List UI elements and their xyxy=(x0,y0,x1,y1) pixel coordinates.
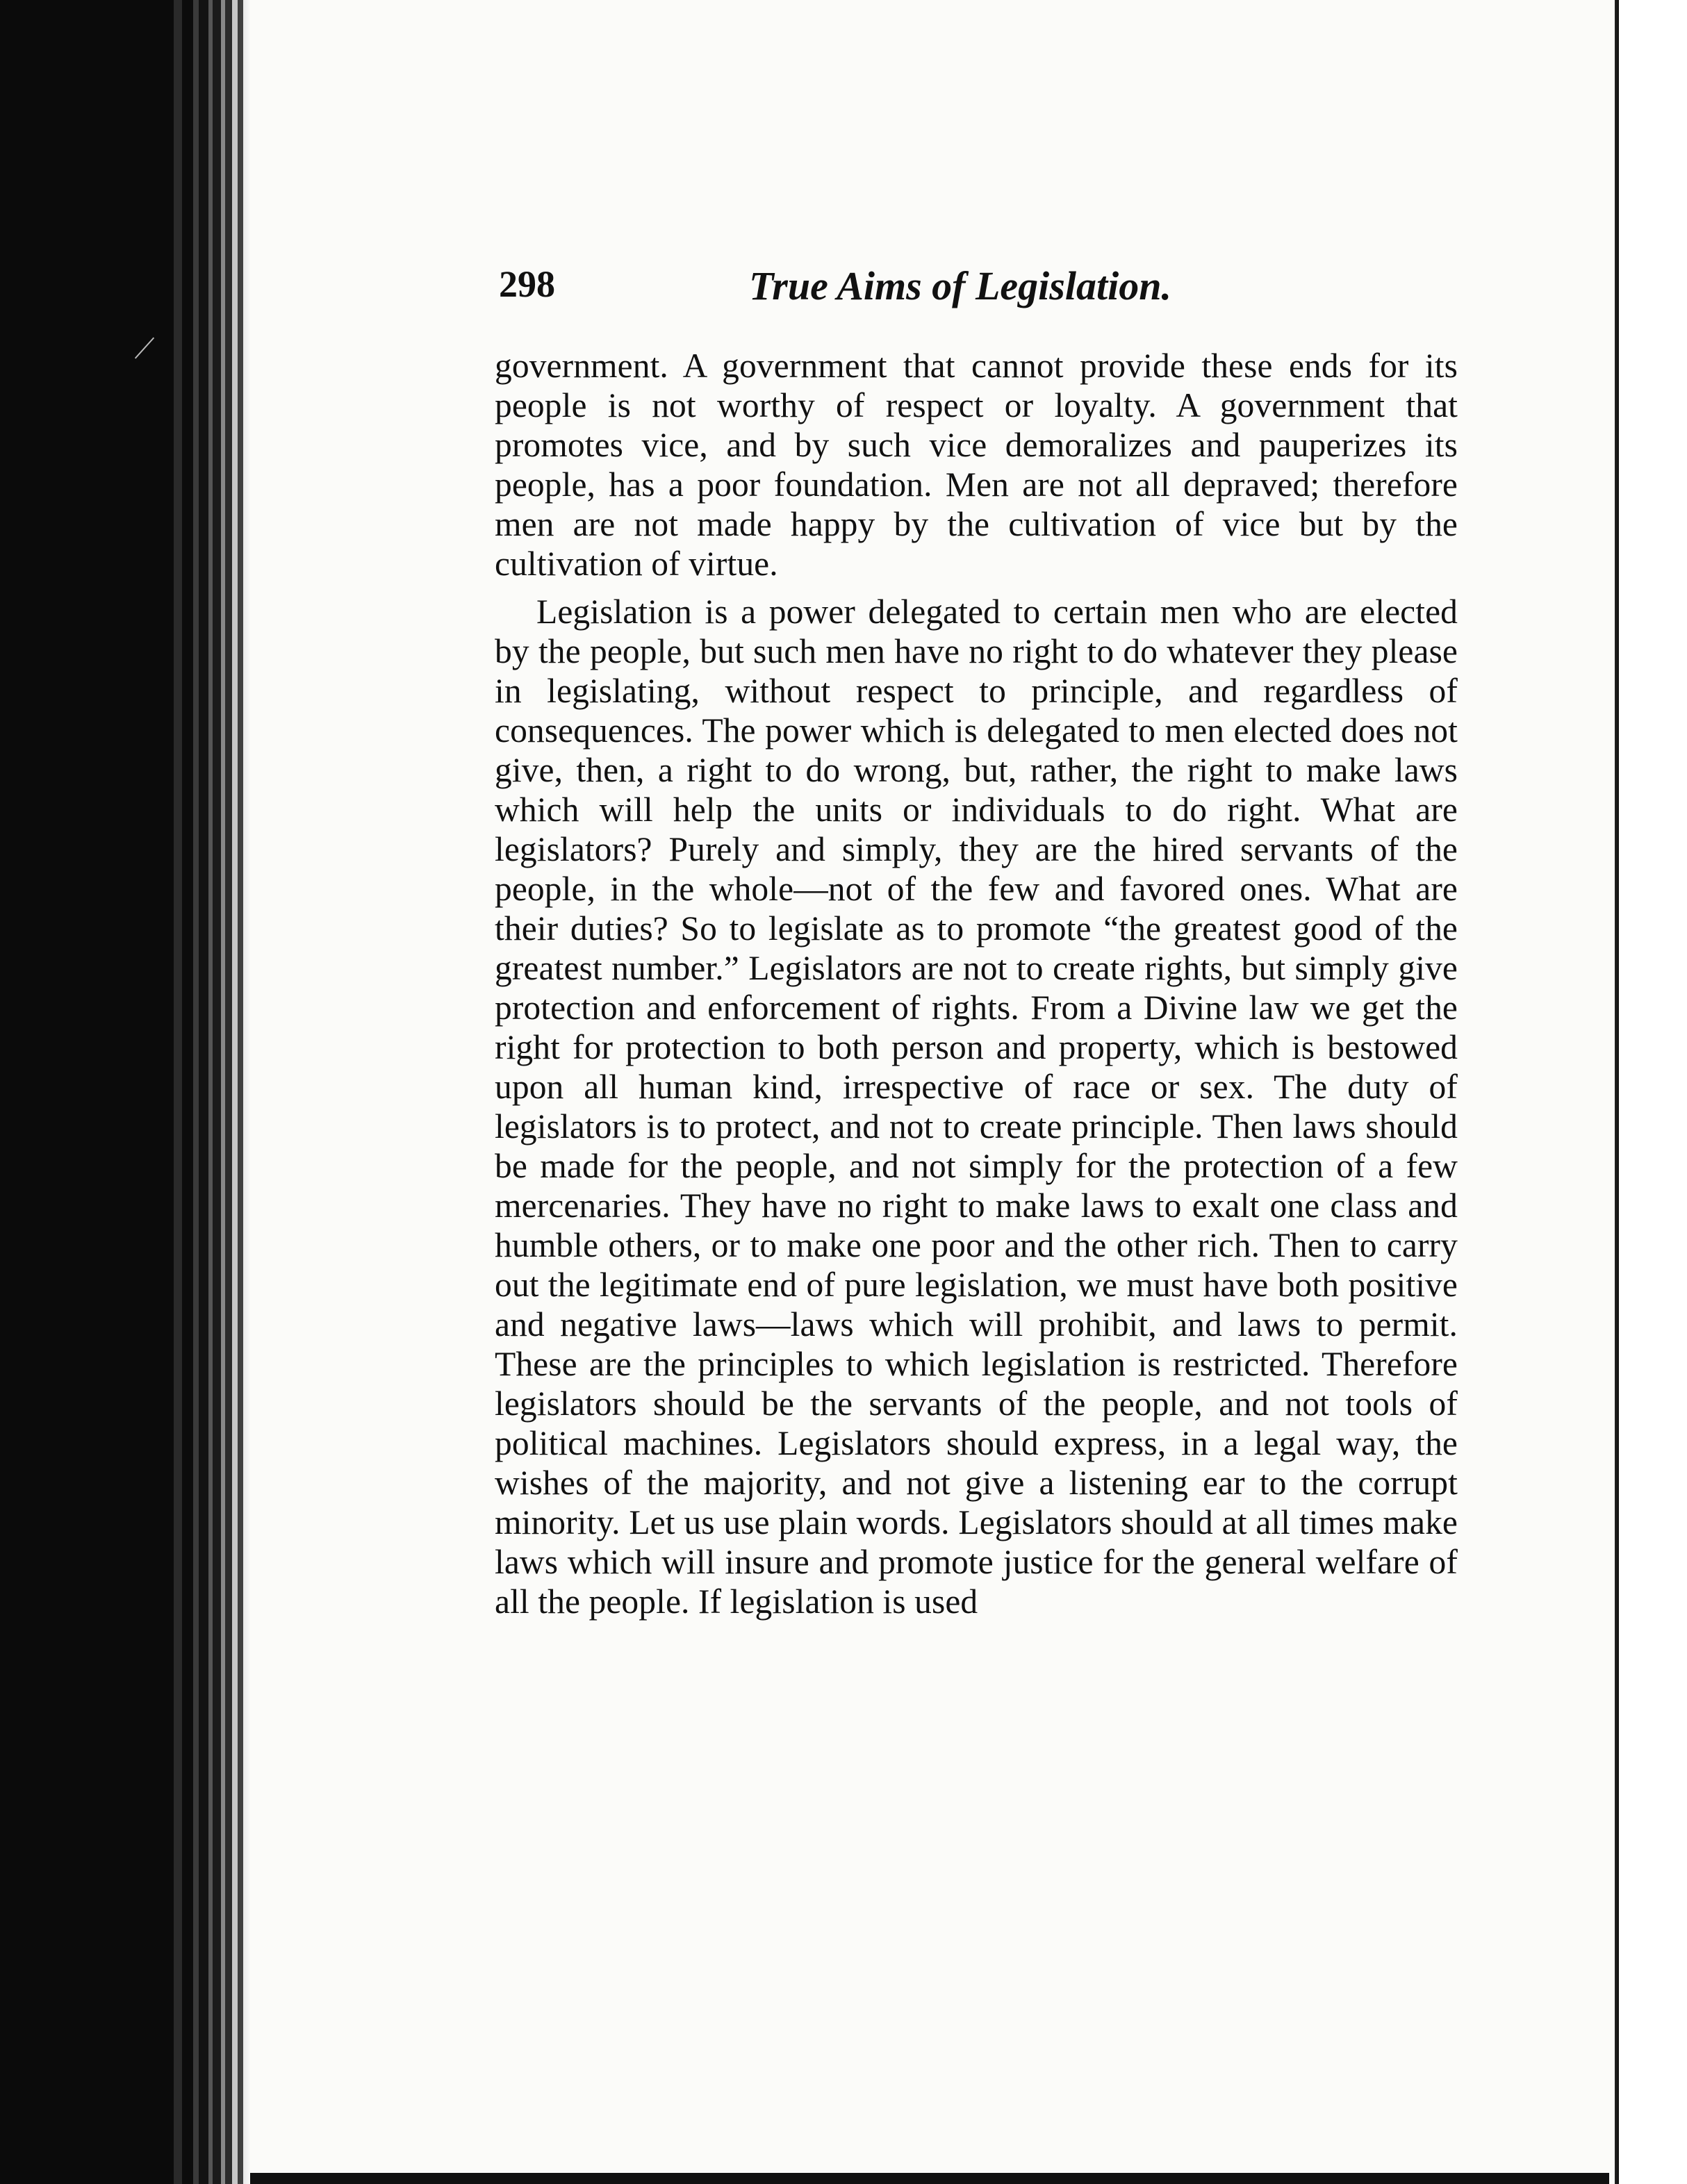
page-header xyxy=(499,263,1458,318)
body-text xyxy=(495,346,1458,1621)
book-binding xyxy=(0,0,250,2184)
paragraph-1: government. A government that cannot provide these ends for its people is not worthy of respect or loyalty. A government that promotes vice, and by such vice demoralizes and pauperizes its people, has a poor foundation. Men are not all depraved; therefore men are not made happy by the cultivation of vice but by the cultivation of virtue. xyxy=(495,347,1458,583)
right-page-edge xyxy=(1609,0,1687,2184)
page-number: 298 xyxy=(499,263,555,305)
paragraph-2: Legislation is a power delegated to certain men who are elected by the people, but such men have no right to do whatever they please in legislating, without respect to principle, and regardless of consequences. The power which is delegated to men elected does not give, then, a right to do wrong, but, rather, the right to make laws which will help the units or individuals to do right. What are legislators? Purely and simply, they are the hired servants of the people, in the whole—not of the few and favored ones. What are their duties? So to legislate as to promote “the greatest good of the greatest number.” Legislators are not to create rights, but simply give protection and enforcement of rights. From a Divine law we get the right for protection to both person and property, which is bestowed upon all human kind, irrespective of race or sex. The duty of legislators is to protect, and not to create principle. Then laws should be made for the people, and not simply for the protection of a few mercenaries. They have no right to make laws to exalt one class and humble others, or to make one poor and the other rich. Then to carry out the legitimate end of pure legislation, we must have both positive and negative laws—laws which will prohibit, and laws to permit. These are the principles to which legislation is restricted. Therefore legislators should be the servants of the people, and not tools of political machines. Legislators should express, in a legal way, the wishes of the majority, and not give a listening ear to the corrupt minority. Let us use plain words. Legislators should at all times make laws which will insure and promote justice for the general welfare of all the people. If legislation is used xyxy=(495,593,1458,1621)
running-title: True Aims of Legislation. xyxy=(749,263,1171,308)
bottom-page-edge xyxy=(250,2173,1609,2184)
